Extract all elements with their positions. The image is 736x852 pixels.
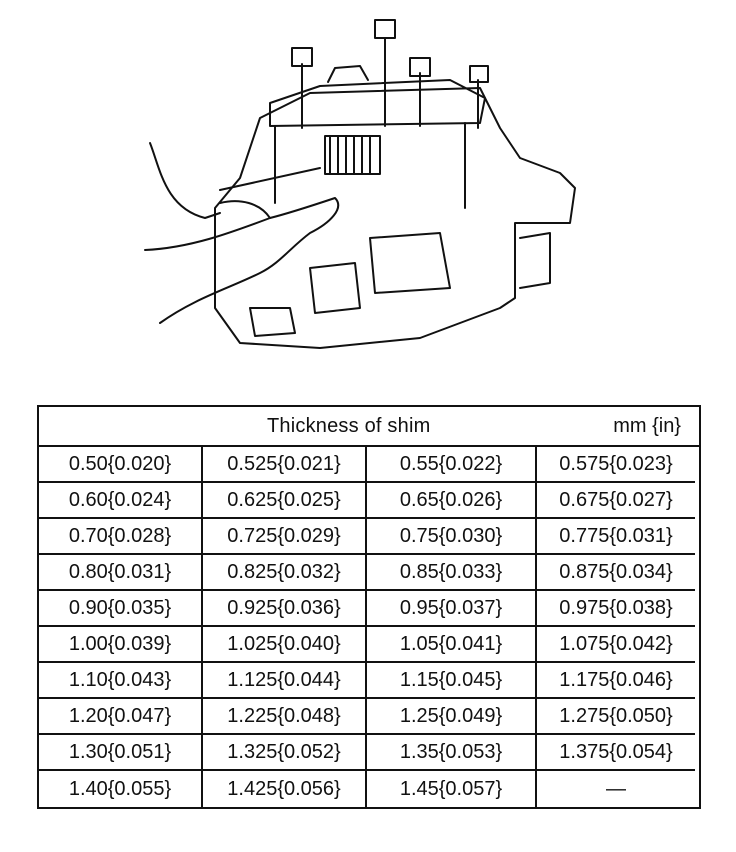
- table-cell: 1.15{0.045}: [367, 663, 537, 699]
- table-cell: 1.175{0.046}: [537, 663, 695, 699]
- table-title: Thickness of shim: [267, 415, 431, 437]
- table-cell: 1.425{0.056}: [203, 771, 367, 807]
- table-body: [39, 447, 699, 807]
- table-cell: 0.625{0.025}: [203, 483, 367, 519]
- table-cell: 0.725{0.029}: [203, 519, 367, 555]
- table-cell: 0.85{0.033}: [367, 555, 537, 591]
- table-cell: 1.30{0.051}: [39, 735, 203, 771]
- table-cell: 1.375{0.054}: [537, 735, 695, 771]
- table-cell: 0.975{0.038}: [537, 591, 695, 627]
- table-cell: 1.075{0.042}: [537, 627, 695, 663]
- table-cell: 1.00{0.039}: [39, 627, 203, 663]
- table-cell: 0.525{0.021}: [203, 447, 367, 483]
- table-cell: 0.65{0.026}: [367, 483, 537, 519]
- table-header: [39, 407, 699, 447]
- table-cell: 1.45{0.057}: [367, 771, 537, 807]
- table-cell: 0.50{0.020}: [39, 447, 203, 483]
- table-cell: 1.125{0.044}: [203, 663, 367, 699]
- table-cell: 1.10{0.043}: [39, 663, 203, 699]
- table-cell: 1.05{0.041}: [367, 627, 537, 663]
- table-cell: 0.70{0.028}: [39, 519, 203, 555]
- table-cell: 1.25{0.049}: [367, 699, 537, 735]
- table-cell: 1.325{0.052}: [203, 735, 367, 771]
- table-cell: 0.60{0.024}: [39, 483, 203, 519]
- table-cell: 0.675{0.027}: [537, 483, 695, 519]
- shim-thickness-table: [37, 405, 701, 809]
- table-unit: mm {in}: [613, 415, 681, 437]
- table-cell: 1.275{0.050}: [537, 699, 695, 735]
- table-cell: 0.825{0.032}: [203, 555, 367, 591]
- table-cell: 0.925{0.036}: [203, 591, 367, 627]
- table-cell: 1.40{0.055}: [39, 771, 203, 807]
- table-cell: 1.225{0.048}: [203, 699, 367, 735]
- table-cell: 0.90{0.035}: [39, 591, 203, 627]
- table-cell: 0.80{0.031}: [39, 555, 203, 591]
- table-cell: 0.55{0.022}: [367, 447, 537, 483]
- table-cell: 0.775{0.031}: [537, 519, 695, 555]
- table-cell: 1.35{0.053}: [367, 735, 537, 771]
- table-cell: 0.875{0.034}: [537, 555, 695, 591]
- table-cell: 1.20{0.047}: [39, 699, 203, 735]
- table-cell: 1.025{0.040}: [203, 627, 367, 663]
- transmission-shim-illustration: [120, 8, 590, 368]
- table-cell: —: [606, 777, 626, 800]
- table-cell: 0.75{0.030}: [367, 519, 537, 555]
- table-cell: 0.95{0.037}: [367, 591, 537, 627]
- table-cell: 0.575{0.023}: [537, 447, 695, 483]
